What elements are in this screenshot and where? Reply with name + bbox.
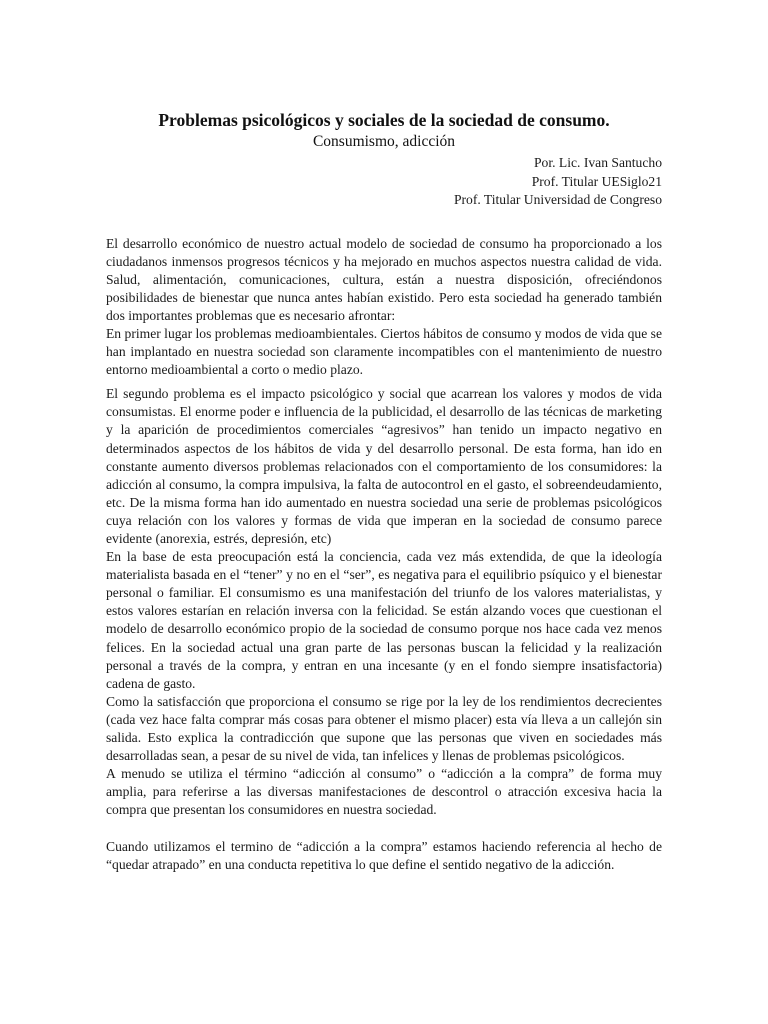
document-title: Problemas psicológicos y sociales de la sociedad de consumo. — [158, 110, 610, 130]
body-paragraph: Como la satisfacción que proporciona el consumo se rige por la ley de los rendimientos decrecientes (cada vez hace falta comprar más cosas para obtener el mismo placer) esta vía lleva a un callejón sin salida. Esto explica la contradicción que supone que las personas que viven en sociedades más desarrolladas sean, a pesar de su nivel de vida, tan infelices y llenas de problemas psicológicos. — [106, 693, 662, 764]
body-paragraph: El desarrollo económico de nuestro actual modelo de sociedad de consumo ha proporcionado a los ciudadanos inmensos progresos técnicos y ha mejorado en muchos aspectos nuestra calidad de vida. Salud, alimentación, comunicaciones, cultura, están a nuestra disposición, ofreciéndonos posibilidades de bienestar que nunca antes habían existido. Pero esta sociedad ha generado también dos importantes problemas que es necesario afrontar: — [106, 235, 662, 323]
author-block — [106, 154, 662, 210]
document-body — [106, 235, 662, 874]
body-paragraph: Cuando utilizamos el termino de “adicción a la compra” estamos haciendo referencia al hecho de “quedar atrapado” en una conducta repetitiva lo que define el sentido negativo de la adicción. — [106, 838, 662, 872]
author-line: Por. Lic. Ivan Santucho — [534, 155, 662, 170]
body-paragraph: A menudo se utiliza el término “adicción al consumo” o “adicción a la compra” de forma muy amplia, para referirse a las diversas manifestaciones de descontrol o atracción excesiva hacia la compra que presentan los consumidores en nuestra sociedad. — [106, 766, 662, 818]
body-paragraph: En primer lugar los problemas medioambientales. Ciertos hábitos de consumo y modos de vida que se han implantado en nuestra sociedad son claramente incompatibles con el mantenimiento de nuestro entorno medioambiental a corto o medio plazo. — [106, 325, 662, 378]
author-line: Prof. Titular UESiglo21 — [531, 173, 662, 189]
body-paragraph: El segundo problema es el impacto psicológico y social que acarrean los valores y modos de vida consumistas. El enorme poder e influencia de la publicidad, el desarrollo de las técnicas de marketing y la aparición de procedimientos comerciales “agresivos” han tenido un impacto negativo en determinados aspectos de los hábitos de vida y del desarrollo personal. De esta forma, han ido en constante aumento diversos problemas relacionados con el comportamiento de los consumidores: la adicción al consumo, la compra impulsiva, la falta de autocontrol en el gasto, el sobreendeudamiento, etc. De la misma forma han ido aumentado en nuestra sociedad una serie de problemas psicológicos cuya relación con los valores y formas de vida que imperan en la sociedad de consumo parece evidente (anorexia, estrés, depresión, etc) — [106, 386, 662, 546]
document-subtitle: Consumismo, adicción — [312, 133, 456, 150]
author-line: Prof. Titular Universidad de Congreso — [453, 192, 662, 207]
document-page — [106, 108, 662, 874]
body-paragraph: En la base de esta preocupación está la conciencia, cada vez más extendida, de que la ideología materialista basada en el “tener” y no en el “ser”, es negativa para el equilibrio psíquico y el bienestar personal o familiar. El consumismo es una manifestación del triunfo de los valores materialistas, y estos valores estarían en relación inversa con la felicidad. Se están alzando voces que cuestionan el modelo de desarrollo económico propio de la sociedad de consumo porque nos hace cada vez menos felices. En la sociedad actual una gran parte de las personas buscan la felicidad y la realización personal a través de la compra, y entran en una incesante (y en el fondo siempre insatisfactoria) cadena de gasto. — [106, 549, 662, 691]
